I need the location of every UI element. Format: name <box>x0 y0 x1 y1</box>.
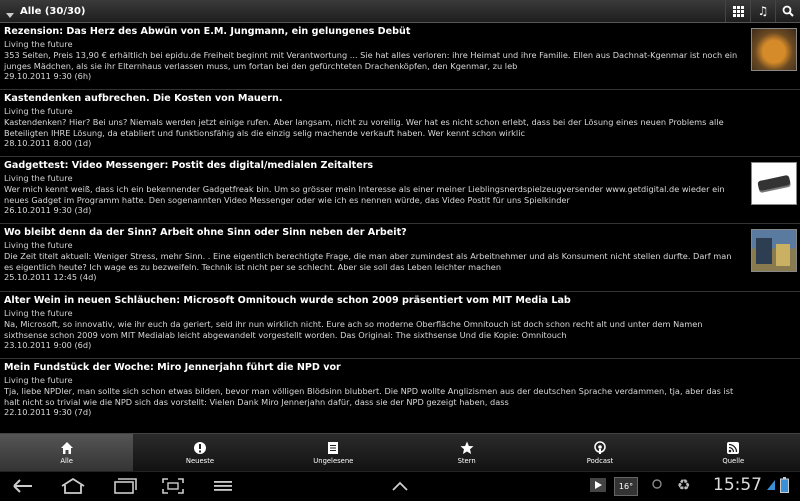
tab-label: Quelle <box>722 457 745 465</box>
tab-label: Podcast <box>586 457 614 465</box>
article-title: Mein Fundstück der Woche: Miro Jennerjahn führt die NPD vor <box>4 362 341 373</box>
feed-title: Alle (30/30) <box>20 5 86 17</box>
article-feed: Living the future <box>4 375 73 385</box>
article-date: 26.10.2011 9:30 (3d) <box>4 205 92 215</box>
tab-quelle[interactable] <box>667 434 800 472</box>
article-snippet: Na, Microsoft, so innovativ, wie ihr euch da geriert, seid ihr nun wirklich nicht. Eure ach so moderne Oberfläche Omnitouch ist doch schon recht alt und unter dem Namen sixthsense schon 2009 vom MIT Medialab leicht abgewandelt vorgestellt worden. Das Original: The sixthsense Und die Kopie: Omnitouch <box>4 319 703 340</box>
document-icon <box>326 441 340 455</box>
screenshot-icon <box>162 478 184 494</box>
grid-button[interactable] <box>725 0 750 22</box>
menu-icon <box>213 479 233 493</box>
article-list <box>0 23 800 433</box>
recent-apps-icon <box>113 478 137 494</box>
menu-button[interactable] <box>210 476 236 496</box>
list-item[interactable] <box>0 292 800 359</box>
tab-ungelesene[interactable] <box>267 434 400 472</box>
alert-icon <box>193 441 207 455</box>
article-feed: Living the future <box>4 173 73 183</box>
system-bar <box>0 471 800 501</box>
article-thumbnail <box>751 229 797 272</box>
article-feed: Living the future <box>4 240 73 250</box>
tab-podcast[interactable] <box>533 434 666 472</box>
play-notification-icon <box>590 478 606 495</box>
status-clock: 15:57 <box>713 475 762 495</box>
temperature-badge: 16° <box>614 477 638 496</box>
wifi-icon <box>766 479 776 494</box>
recycle-icon: ♻ <box>677 476 691 494</box>
list-item[interactable] <box>0 90 800 157</box>
home-icon <box>60 441 74 455</box>
list-item[interactable] <box>0 359 800 433</box>
grid-icon <box>733 6 744 17</box>
search-icon <box>782 5 794 17</box>
article-snippet: Tja, liebe NPDler, man sollte sich schon etwas bilden, bevor man völligen Blödsinn blubbert. Die NPD wollte Anglizismen aus der deutschen Sprache verdammen, tja, aber das ist halt nicht so trivial wie die NPD sich das vorstellt: Vielen Dank Miro Jennerjahn dafür, dass sie der NPD gezeigt haben, dass <box>4 386 734 407</box>
article-title: Rezension: Das Herz des Abwün von E.M. Jungmann, ein gelungenes Debüt <box>4 26 411 37</box>
tab-alle[interactable] <box>0 434 133 472</box>
article-snippet: Die Zeit titelt aktuell: Weniger Stress, mehr Sinn. . Eine eigentlich berechtigte Frage, die man aber zumindest als Arbeitnehmer und als Konsument nicht stellen durfte. Darf man es eigentlich heute? Ich wage es zu bezweifeln. Technik ist nicht per se schlecht. Aber sie soll das Leben leichter machen <box>4 251 732 272</box>
dropdown-arrow-icon <box>6 13 14 18</box>
article-title: Gadgettest: Video Messenger: Postit des digital/medialen Zeitalters <box>4 160 374 171</box>
podcast-icon <box>593 441 607 455</box>
article-title: Wo bleibt denn da der Sinn? Arbeit ohne Sinn oder Sinn neben der Arbeit? <box>4 227 407 238</box>
article-title: Kastendenken aufbrechen. Die Kosten von Mauern. <box>4 93 283 104</box>
article-date: 25.10.2011 12:45 (4d) <box>4 272 97 282</box>
article-date: 29.10.2011 9:30 (6h) <box>4 71 92 81</box>
article-title: Alter Wein in neuen Schläuchen: Microsoft Omnitouch wurde schon 2009 präsentiert vom MIT Media Lab <box>4 295 571 306</box>
recent-apps-button[interactable] <box>112 476 138 496</box>
list-item[interactable] <box>0 157 800 224</box>
article-date: 23.10.2011 9:00 (6d) <box>4 340 92 350</box>
screenshot-button[interactable] <box>160 476 186 496</box>
back-button[interactable] <box>10 476 36 496</box>
article-feed: Living the future <box>4 106 73 116</box>
article-date: 28.10.2011 8:00 (1d) <box>4 138 92 148</box>
article-date: 22.10.2011 9:30 (7d) <box>4 407 92 417</box>
music-button[interactable] <box>750 0 775 22</box>
back-icon <box>12 479 34 493</box>
expand-up-button[interactable] <box>387 476 413 496</box>
music-note-icon: ♫ <box>757 4 769 18</box>
article-snippet: Wer mich kennt weiß, dass ich ein bekennender Gadgetfreak bin. Um so grösser mein Interesse als einer meiner Lieblingsnerdspielzeugversender www.getdigital.de wieder ein neues Gadget im Programm hatte. Den sogenannten Video Messenger oder wie ich es nennen würde, das Video Postit für uns Spielkinder <box>4 184 725 205</box>
sync-icon <box>651 478 663 493</box>
chevron-up-icon <box>390 480 410 492</box>
article-feed: Living the future <box>4 308 73 318</box>
home-nav-button[interactable] <box>60 476 86 496</box>
home-nav-icon <box>60 478 86 494</box>
article-feed: Living the future <box>4 39 73 49</box>
tab-label: Ungelesene <box>313 457 354 465</box>
list-item[interactable] <box>0 23 800 90</box>
rss-icon <box>726 441 740 455</box>
action-bar <box>0 0 800 23</box>
article-thumbnail <box>751 162 797 205</box>
article-thumbnail <box>751 28 797 71</box>
search-button[interactable] <box>775 0 800 22</box>
battery-icon <box>780 477 789 496</box>
tab-label: Stern <box>457 457 476 465</box>
star-icon <box>460 441 474 455</box>
list-item[interactable] <box>0 224 800 292</box>
bottom-tab-bar <box>0 433 800 472</box>
article-snippet: 353 Seiten, Preis 13,90 € erhältlich bei epidu.de Freiheit beginnt mit Verantwortung ... Sie hat alles verloren: ihre Heimat und ihre Familie. Ellen aus Dachnat-Kgenmar ist noch ein junges Mädchen, als sie ihr Elternhaus verlassen muss, um fortan bei den gefürchteten Drachenköpfen, den Kgenmar, zu leb <box>4 50 738 71</box>
feed-selector[interactable] <box>6 0 85 22</box>
tab-label: Neueste <box>185 457 215 465</box>
tab-label: Alle <box>60 457 73 465</box>
tab-neueste[interactable] <box>133 434 266 472</box>
tab-stern[interactable] <box>400 434 533 472</box>
article-snippet: Kastendenken? Hier? Bei uns? Niemals werden jetzt einige rufen. Aber langsam, nicht zu voreilig. Wer hat es nicht schon erlebt, dass bei der Lösung eines neuen Problems alle Beteiligten IHRE Lösung, da etabliert und funktionsfähig als die einzig selig machende verkauft haben. Wer kennt schon wirklic <box>4 117 724 138</box>
